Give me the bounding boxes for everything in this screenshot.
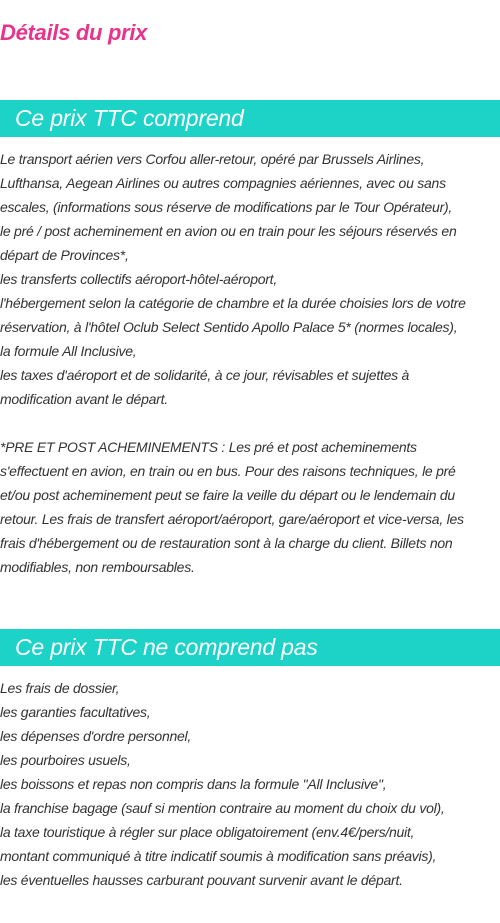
not-included-line: les dépenses d'ordre personnel, bbox=[0, 728, 192, 744]
included-line: réservation, à l'hôtel Oclub Select Sentido Apollo Palace 5* (normes locales), bbox=[0, 319, 458, 335]
included-line: les taxes d'aéroport et de solidarité, à ce jour, révisables et sujettes à bbox=[0, 367, 410, 383]
not-included-line: les boissons et repas non compris dans la formule "All Inclusive", bbox=[0, 776, 387, 792]
included-section-body bbox=[0, 147, 500, 579]
included-line: la formule All Inclusive, bbox=[0, 343, 137, 359]
paragraph-spacer bbox=[0, 411, 500, 435]
not-included-line: les éventuelles hausses carburant pouvant survenir avant le départ. bbox=[0, 872, 403, 888]
not-included-section-body bbox=[0, 676, 500, 892]
included-line: Le transport aérien vers Corfou aller-retour, opéré par Brussels Airlines, bbox=[0, 151, 425, 167]
acheminement-note-line: s'effectuent en avion, en train ou en bus. Pour des raisons techniques, le pré bbox=[0, 463, 456, 479]
included-section-header bbox=[0, 100, 500, 137]
acheminement-note-line: et/ou post acheminement peut se faire la veille du départ ou le lendemain du bbox=[0, 487, 455, 503]
included-line: Lufthansa, Aegean Airlines ou autres compagnies aériennes, avec ou sans bbox=[0, 175, 446, 191]
acheminement-note-line: frais d'hébergement ou de restauration sont à la charge du client. Billets non bbox=[0, 535, 453, 551]
not-included-line: les pourboires usuels, bbox=[0, 752, 131, 768]
included-heading: Ce prix TTC comprend bbox=[15, 105, 244, 131]
not-included-line: Les frais de dossier, bbox=[0, 680, 120, 696]
not-included-heading: Ce prix TTC ne comprend pas bbox=[15, 634, 318, 660]
page-title: Détails du prix bbox=[0, 20, 148, 45]
not-included-line: montant communiqué à titre indicatif soumis à modification sans préavis), bbox=[0, 848, 437, 864]
included-line: le pré / post acheminement en avion ou en train pour les séjours réservés en bbox=[0, 223, 457, 239]
included-line: l'hébergement selon la catégorie de chambre et la durée choisies lors de votre bbox=[0, 295, 466, 311]
not-included-section-header bbox=[0, 629, 500, 666]
included-line: les transferts collectifs aéroport-hôtel-aéroport, bbox=[0, 271, 277, 287]
acheminement-note-line: *PRE ET POST ACHEMINEMENTS : Les pré et post acheminements bbox=[0, 439, 417, 455]
included-line: modification avant le départ. bbox=[0, 391, 168, 407]
not-included-line: les garanties facultatives, bbox=[0, 704, 151, 720]
included-line: escales, (informations sous réserve de modifications par le Tour Opérateur), bbox=[0, 199, 453, 215]
not-included-line: la franchise bagage (sauf si mention contraire au moment du choix du vol), bbox=[0, 800, 445, 816]
acheminement-note-line: retour. Les frais de transfert aéroport/aéroport, gare/aéroport et vice-versa, les bbox=[0, 511, 464, 527]
acheminement-note-line: modifiables, non remboursables. bbox=[0, 559, 195, 575]
not-included-line: la taxe touristique à régler sur place obligatoirement (env.4€/pers/nuit, bbox=[0, 824, 415, 840]
included-line: départ de Provinces*, bbox=[0, 247, 129, 263]
